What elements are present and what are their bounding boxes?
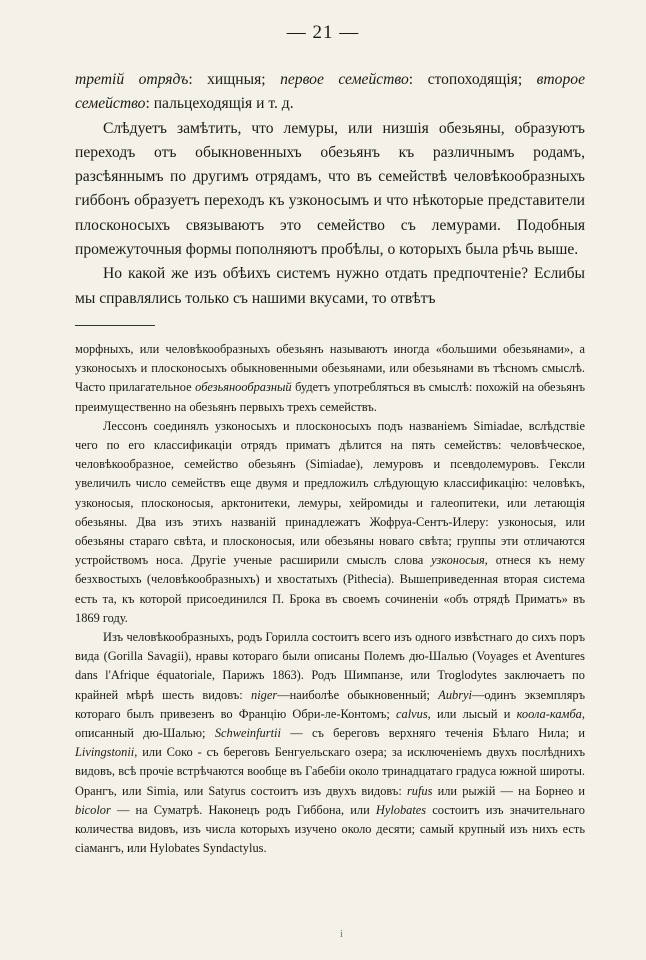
- italic-term: коола-камба: [516, 706, 582, 721]
- text-run: , отнеся къ нему безхвостыхъ (человѣкообразныхъ) и хвостатыхъ (Pithecia). Вышеприведенная вторая система есть та, къ которой присоединился П. Брока въ своемъ сочиненіи «объ отрядѣ Приматъ» въ 1869 году.: [75, 553, 585, 625]
- italic-term: Schweinfurtii: [214, 726, 281, 741]
- italic-term: bicolor: [75, 802, 111, 817]
- italic-term: второе семейство: [75, 71, 585, 113]
- paragraph-which-system: Но какой же изъ обѣихъ системъ нужно отдать предпочтеніе? Еслибы мы справлялись только съ нашими вкусами, то отвѣтъ: [75, 265, 585, 307]
- page-mark: і: [340, 928, 344, 940]
- page-number: — 21 —: [286, 22, 360, 43]
- italic-term: Aubryi: [438, 687, 472, 702]
- main-text: [75, 68, 585, 311]
- text-run: —одинъ экземпляръ котораго былъ привезенъ во Францію Обри-ле-Контомъ;: [75, 687, 586, 721]
- paragraph-lemurs: Слѣдуетъ замѣтить, что лемуры, или низшія обезьяны, образуютъ переходъ отъ обыкновенныхъ обезьянъ къ различнымъ родамъ, разсѣяннымъ по другимъ отрядамъ, что въ семействѣ человѣкообразныхъ гиббонъ образуетъ переходъ къ узконосымъ и что нѣкоторые представители плосконосыхъ связываютъ это семейство съ лемурами. Подобныя промежуточныя формы пополняютъ пробѣлы, о которыхъ была рѣчь выше.: [75, 119, 585, 259]
- text-run: : хищныя;: [188, 71, 281, 88]
- italic-term: calvus: [396, 706, 428, 721]
- italic-term: третій отрядъ: [75, 71, 189, 88]
- footnote-lesson-classification: [75, 417, 585, 628]
- text-run: Изъ человѣкообразныхъ, родъ Горилла состоитъ всего изъ одного извѣстнаго до сихъ поръ вида (Gorilla Savagii), нравы котораго были описаны Полемъ дю-Шалью (Voyages et Aventures dans l'Afrique équatoriale, Парижъ 1863). Родъ Шимпанзе, или Troglodytes заключаетъ по крайней мѣрѣ шесть видовъ:: [75, 630, 585, 702]
- text-run: , описанный дю-Шалью;: [75, 706, 585, 741]
- text-run: или рыжій — на Борнео и: [432, 783, 585, 798]
- italic-term: узконосыя: [431, 553, 485, 568]
- italic-term: niger: [251, 687, 278, 702]
- text-run: : стопоходящія;: [408, 71, 537, 88]
- italic-term: Hylobates: [375, 802, 427, 817]
- text-run: морфныхъ, или человѣкообразныхъ обезьянъ называютъ иногда «большими обезьянами», а узконосыхъ и плосконосыхъ обыкновенными обезьянами, или обезьянами въ тѣсномъ смыслѣ. Часто прилагательное: [75, 342, 585, 395]
- footnote-continuation: [75, 340, 585, 417]
- text-run: Лессонъ соединялъ узконосыхъ и плосконосыхъ подъ названіемъ Simiadae, вслѣдствіе чего по его классификаціи отрядъ приматъ дѣлится на пять семействъ: человѣческое, человѣкообразное, семейство обезьянъ (Simiadae), лемуровъ и псевдолемуровъ. Гексли увеличилъ число семействъ еще двумя и предложилъ слѣдующую классификацію: человѣкъ, узконосыя, плосконосыя, арктонитеки, лемуры, хейромиды и галеопитеки, или летающія обезьяны. Два изъ этихъ названій принадлежатъ Жофруа-Сентъ-Илеру: узконосыя, или обезьяны стараго свѣта, и плосконосыя, или обезьяны новаго свѣта; группы эти отличаются устройствомъ носа. Другіе ученые расширили смыслъ слова: [75, 418, 585, 568]
- text-run: , или лысый и: [427, 706, 517, 721]
- text-run: —наиболѣе обыкновенный;: [277, 687, 439, 702]
- italic-term: Livingstonii: [75, 745, 135, 760]
- text-run: будетъ употребляться въ смыслѣ: похожій на обезьянъ преимущественно на обезьянъ первыхъ трехъ семействъ.: [75, 380, 585, 414]
- footnote-anthropoid-genera: [75, 628, 585, 858]
- text-run: : пальцеходящія и т. д.: [145, 95, 294, 113]
- text-run: — съ береговъ верхняго теченія Бѣлаго Нила; и: [280, 726, 585, 741]
- footnote-divider: [75, 325, 155, 326]
- text-run: — на Суматрѣ. Наконецъ родъ Гиббона, или: [110, 802, 376, 817]
- text-run: состоитъ изъ значительнаго количества видовъ, изъ числа которыхъ изучено около десяти; самый крупный изъ нихъ есть сіамангъ, или Hylobates Syndactylus.: [75, 802, 585, 856]
- paragraph-taxonomy-ending: [75, 68, 585, 117]
- italic-term: первое семейство: [280, 71, 409, 88]
- text-run: , или Соко - съ береговъ Бенгуельскаго озера; за исключеніемъ двухъ послѣднихъ видовъ, всѣ прочіе встрѣчаются вообще въ Габебіи около тринадцатаго градуса южной широты. Орангъ, или Simia, или Satyrus состоитъ изъ двухъ видовъ:: [75, 745, 585, 798]
- footnotes: [75, 340, 585, 858]
- italic-term: rufus: [406, 783, 433, 798]
- italic-term: обезьянообразный: [195, 380, 292, 395]
